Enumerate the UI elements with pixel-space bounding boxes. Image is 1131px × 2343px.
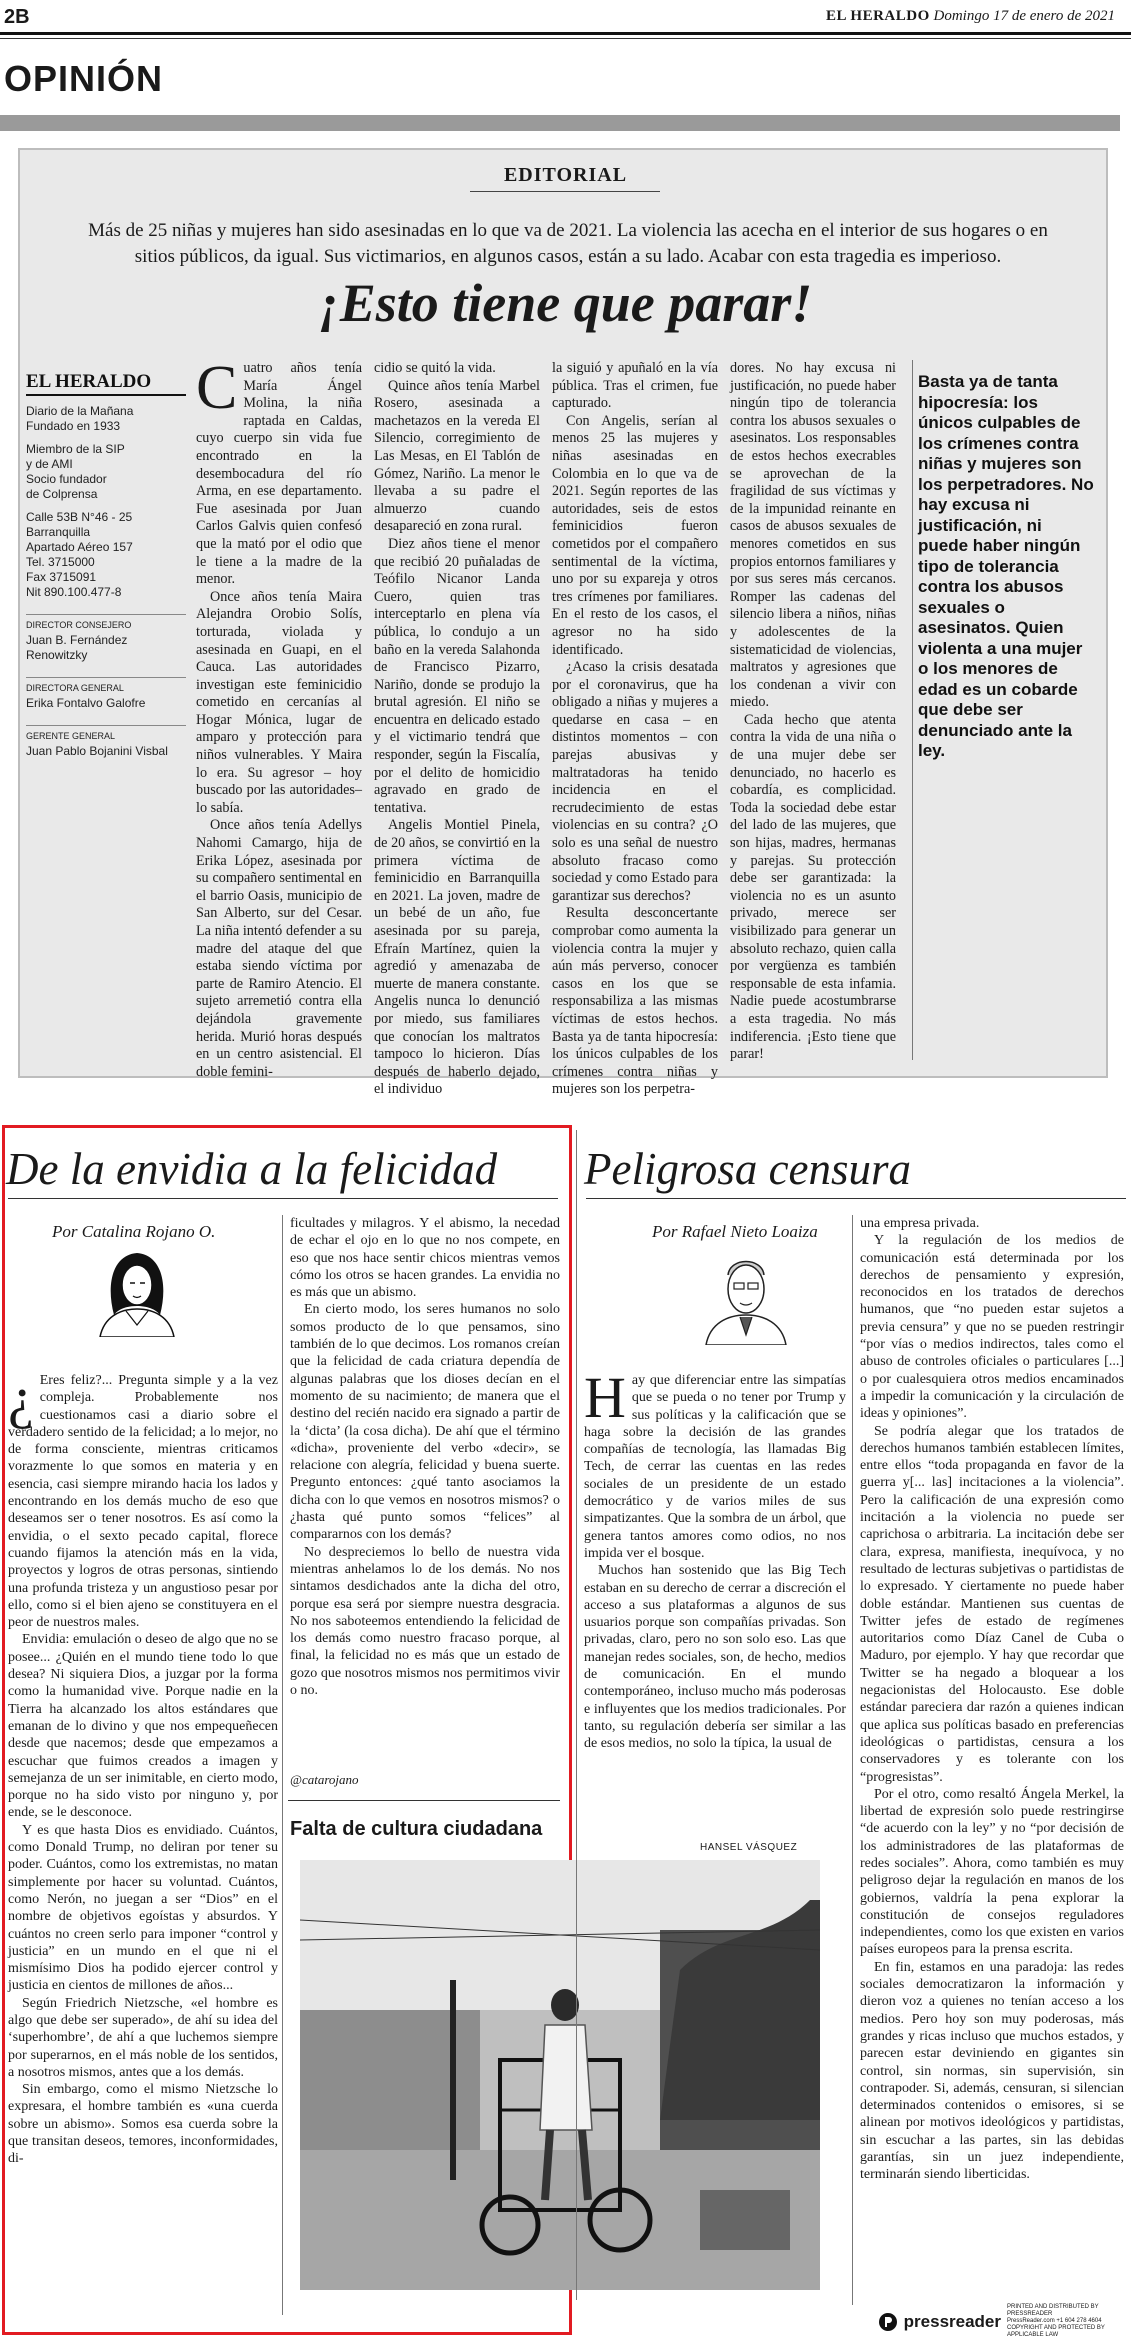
author-portrait-icon <box>700 1245 792 1345</box>
editorial-column-3 <box>552 360 718 1099</box>
pull-quote: Basta ya de tanta hipocresía: los únicos culpables de los crímenes contra niñas y mujeres son los perpetradores. No hay excusa ni justificación, ni puede haber ningún tipo de tolerancia contra los abusos sexuales o asesinatos. Quien violenta a una mujer o los menores de edad es un cobarde que debe ser denunciado ante la ley. <box>918 372 1094 760</box>
author-handle: @catarojano <box>290 1772 359 1787</box>
column-rule <box>576 1130 577 2300</box>
byline: Por Rafael Nieto Loaiza <box>652 1222 818 1241</box>
masthead-name: EL HERALDO <box>26 370 186 396</box>
masthead-role: GERENTE GENERAL <box>26 725 186 744</box>
editorial-title: ¡Esto tiene que parar! <box>318 273 813 333</box>
pressreader-logo-icon <box>878 2312 898 2332</box>
header-rule-thin <box>0 38 1131 39</box>
paragraph: No despreciemos lo bello de nuestra vida mientras anhelamos lo de los demás. No nos sintamos desdichados ante la dicha del otro, porque esa será por siempre nuestra desgracia. No nos saboteemos entendiendo la felicidad de los demás como nuestro fracaso porque, al final, la felicidad no es más que un estado de gozo que nosotros mismos nos permitimos vivir o no. <box>290 1544 560 1699</box>
editorial-column-4 <box>730 360 896 1064</box>
paragraph: cidio se quitó la vida. <box>374 360 496 376</box>
paper-dateline <box>826 8 1115 25</box>
masthead-person: Juan Pablo Bojanini Visbal <box>26 744 168 758</box>
article-column-2 <box>860 1215 1124 2184</box>
paragraph: ficultades y milagros. Y el abismo, la necedad de echar el ojo en lo que no nos compete, en eso que nos hace sentir chicos mientras vemos cómo los otros se hacen grandes. La envidia no es más que un abismo. <box>290 1216 560 1301</box>
paragraph: Cuatro años tenía María Ángel Molina, la niña raptada en Caldas, cuyo cuerpo sin vida fue encontrado en la desembocadura del río Arma, en ese departamento. Fue asesinada por Juan Carlos Galvis quien confesó que la mató por el odio que le tiene a la madre de la menor. <box>196 354 362 588</box>
drop-cap: C <box>196 354 238 422</box>
paragraph: Cada hecho que atenta contra la vida de una niña o de una mujer debe ser denunciado, no hacerlo es cobardía, es complicidad. Toda la sociedad debe estar del lado de las mujeres, que son hijas, madres, hermanas y parejas. Su protección debe ser garantizada: la violencia no es un asunto privado, merece ser visibilizado para generar un absoluto rechazo, quien calla por vergüenza es también responsable de esta infamia. Nadie puede acostumbrarse a esta tragedia. No más indiferencia. ¡Esto tiene que parar! <box>730 711 896 1063</box>
editorial-column-2 <box>374 360 540 1099</box>
masthead-membership: Miembro de la SIP y de AMI Socio fundador de Colprensa <box>26 442 125 501</box>
paragraph: Por el otro, como resaltó Ángela Merkel, la libertad de expresión solo puede restringirse “de acuerdo con la ley” y no “por decisión de los administradores de las plataformas de redes sociales”. Ahora, como también es muy peligroso dejar la regulación en manos de los gobiernos, valdría la pena explorar la constitución de consejos reguladores independientes, como los que existen en varios países europeos para la prensa escrita. <box>860 1786 1124 1958</box>
editorial-label-rule <box>470 191 660 192</box>
paragraph: ¿Acaso la crisis desatada por el coronavirus, que ha obligado a niñas y mujeres a quedarse en casa – en distintos momentos – con parejas abusivas y maltratadoras ha tenido incidencia en el recrudecimiento de estas violencias en su contra? ¿O solo es una señal de nuestro absoluto fracaso como sociedad y como Estado para garantizar sus derechos? <box>552 659 718 904</box>
editorial-lead: Más de 25 niñas y mujeres han sido asesinadas en lo que va de 2021. La violencia las acecha en el interior de sus hogares o en sitios públicos, da igual. Sus victimarios, en algunos casos, están a su lado. Acabar con esta tragedia es imperioso. <box>88 220 1048 267</box>
masthead-role: DIRECTOR CONSEJERO <box>26 614 186 633</box>
pressreader-footer <box>878 2304 1117 2339</box>
street-photo <box>300 1860 820 2290</box>
masthead-address: Calle 53B N°46 - 25 Barranquilla Apartado Aéreo 157 Tel. 3715000 Fax 3715091 Nit 890.100.477-8 <box>26 510 133 599</box>
masthead-founded: Diario de la Mañana Fundado en 1933 <box>26 404 134 433</box>
newspaper-name: EL HERALDO <box>825 8 930 24</box>
paragraph: Se podría alegar que los tratados de derechos humanos también establecen límites, entre ellos “toda propaganda en favor de la guerra y[... las] incitaciones a la violencia”. Pero la calificación de una expresión como incitación a la violencia no puede ser caprichosa o arbitraria. La incitación debe ser clara, expresa, manifiesta, inequívoca, y no resultado de lecturas subjetivas o partidistas de lo expresado. Y ciertamente no puede haber doble estándar. Mantienen sus cuentas de Twitter jefes de estado de regímenes autoritarios como Díaz Canel de Cuba o Maduro, por ejemplo. Y hay que recordar que Twitter se ha negado a bloquear a los negacionistas del Holocausto. Ese doble estándar pareciera dar razón a quienes indican que aplica sus políticas basado en preferencias ideológicas o partidistas, censura a los conservadores y es tolerante con los “progresistas”. <box>860 1423 1124 1785</box>
photo-box-title: Falta de cultura ciudadana <box>290 1818 543 1840</box>
section-title: OPINIÓN <box>4 58 164 99</box>
article-column-1 <box>584 1365 846 1753</box>
photo-scene-icon <box>300 1860 820 2290</box>
pressreader-brand: pressreader <box>903 2311 1001 2331</box>
paragraph: Once años tenía Maira Alejandra Orobio Solís, torturada, violada y asesinada en Guapi, en el Cauca. Las autoridades investigan este feminicidio cometido en cercanías al Hogar Mónica, lugar de amparo y protección para niños vulnerables. Y Maira lo era. Su agresor – hoy buscado por las autoridades– lo sabía. <box>196 588 362 816</box>
paragraph: En fin, estamos en una paradoja: las redes sociales democratizaron la información y dieron voz a quienes no tenían acceso a los medios. Pero hoy son muy poderosas, más grandes y ricas incluso que muchos estados, y parecen estar deviniendo en gigantes sin control, sin normas, sin supervisión, sin contrapoder. Si, además, censuran, si silencian determinados contenidos o emisores, si se alinean por motivos ideológicos y partidistas, sin escuchar a las partes, sin las debidas garantías, sin un juez independiente, terminarán siendo liberticidas. <box>860 1959 1124 2183</box>
paragraph: dores. No hay excusa ni justificación, no puede haber ningún tipo de tolerancia contra los abusos sexuales o asesinatos. Los responsables de estos hechos execrables se aprovechan de la fragilidad de sus víctimas y de la impunidad reinante en casos de abusos sexuales de menores cometidos en sus propios entornos familiares y por sus seres más cercanos. Romper las cadenas del silencio libera a niños, niñas y adolescentes de la sistematicidad de violencias, maltratos y agresiones que los condenan a vivir con miedo. <box>730 360 896 711</box>
paragraph: Quince años tenía Marbel Rosero, asesinada a machetazos en la vereda El Silencio, corregimiento de Las Mesas, en El Tablón de Gómez, Nariño. La menor le llevaba a su padre el almuerzo cuando desapareció en zona rural. <box>374 377 540 535</box>
drop-cap: H <box>584 1365 626 1430</box>
article-column-1 <box>8 1365 278 2168</box>
editorial-column-1 <box>196 354 362 1081</box>
editorial-label: EDITORIAL <box>503 164 628 186</box>
masthead-person: Juan B. Fernández Renowitzky <box>26 633 128 662</box>
paragraph: Envidia: emulación o deseo de algo que no se posee... ¿Quién en el mundo tiene todo lo que desea? Ni siquiera Dios, a juzgar por la forma como la humanidad vive. Porque nadie en la Tierra ha alcanzado los altos estándares que emanan de lo divino y que nos empequeñecen desde que nacemos; desde que empezamos a escuchar que fuimos creados a imagen y semejanza de un ser inimitable, en cierto modo, porque no ha sido visto por ninguno y, por ende, se le desconoce. <box>8 1632 278 1821</box>
paragraph: Y la regulación de los medios de comunicación está determinada por los derechos de pensamiento y expresión, reconocidos en los tratados de derechos humanos, que “no pueden estar sujetos a previa censura” y que no se pueden restringir “por vías o medios indirectos, tales como el abuso de controles oficiales o particulares [...] o por cualesquiera otros medios encaminados a impedir la comunicación y la circulación de ideas y opiniones”. <box>860 1233 1124 1422</box>
paragraph: Hay que diferenciar entre las simpatías que se pueda o no tener por Trump y sus políticas y la calificación que se haga sobre la decisión de las grandes compañías de tecnología, las llamadas Big Tech, de cerrar las cuentas en las redes sociales de un presidente de un estado democrático y de varios miles de sus simpatizantes. Que la sombra de un árbol, que genera tantos amores como odios, no nos impida ver el bosque. <box>584 1365 846 1561</box>
byline: Por Catalina Rojano O. <box>52 1222 216 1241</box>
title-rule <box>586 1198 1126 1199</box>
article-title: De la envidia a la felicidad <box>6 1144 498 1194</box>
pressreader-notice: PRINTED AND DISTRIBUTED BY PRESSREADER PressReader.com +1 604 278 4604 COPYRIGHT AND PROTECTED BY APPLICABLE LAW <box>1007 2304 1105 2338</box>
issue-date: Domingo 17 de enero de 2021 <box>933 8 1115 24</box>
paragraph: ¿ Eres feliz?... Pregunta simple y a la vez compleja. Probablemente nos cuestionamos casi a diario sobre el verdadero sentido de la felicidad; a lo mejor, no de forma consciente, mientras criticamos vorazmente lo que somos en materia y en esencia, casi siempre mirando hacia los lados y encontrando en los demás mucho de eso que deseamos ser o tener nosotros. Es así como la envidia, o el sexto pecado capital, florece cuando fijamos la atención más en la vida, proyectos y logros de otras personas, sintiendo una profunda tristeza y un angustioso pesar por ello, como si el bien ajeno se constituyera en el peor de nuestros males. <box>8 1365 278 1631</box>
paragraph: Muchos han sostenido que las Big Tech estaban en su derecho de cerrar a discreción el acceso a sus plataformas a algunos de sus usuarios porque son compañías privadas. Son privadas, claro, pero no son solo eso. Las que manejan redes sociales, son, de hecho, medios de comunicación. En el mundo contemporáneo, incluso mucho más poderosas e influyentes que los medios tradicionales. Por tanto, su regulación debería ser similar a las de esos medios, no solo la típica, la usual de <box>584 1563 846 1752</box>
paragraph: Angelis Montiel Pinela, de 20 años, se convirtió en la primera víctima de feminicidio en Barranquilla en 2021. La joven, madre de un bebé de un año, fue asesinada por su pareja, Efraín Martínez, quien la agredió y amenazaba de muerte de manera constante. Angelis nunca lo denunció por miedo, sus familiares que conocían los maltratos tampoco lo hicieron. Días después de haberlo dejado, el individuo <box>374 817 540 1098</box>
paragraph: una empresa privada. <box>860 1216 980 1231</box>
column-rule <box>282 1215 283 2315</box>
photo-credit: HANSEL VÁSQUEZ <box>700 1842 798 1853</box>
paragraph: Diez años tiene el menor que recibió 20 puñaladas de Teófilo Nicanor Landa Cuero, quien tras interceptarlo en plena vía pública, lo condujo a un baño en la vereda Salahonda de Francisco Pizarro, Nariño, donde se produjo la brutal agresión. El niño se encuentra en delicado estado y el victimario tendrá que responder, según la Fiscalía, por el delito de homicidio agravado en grado de tentativa. <box>374 535 540 816</box>
paragraph: Resulta desconcertante comprobar como aumenta la violencia contra la mujer y aún más perverso, conocer casos en los que se responsabiliza a las mismas víctimas de estos hechos. Basta ya de tanta hipocresía: los únicos culpables de los crímenes contra niñas y mujeres son los perpetra- <box>552 905 718 1098</box>
paragraph: Once años tenía Adellys Nahomi Camargo, hija de Erika López, asesinada por su compañero sentimental en el barrio Oasis, municipio de San Alberto, sur del Cesar. La niña intentó defender a su madre del ataque del que estaba siendo víctima por parte de Ramiro Atencio. El sujeto arremetió contra ella dejándola gravemente herida. Murió horas después en un centro asistencial. El doble femini- <box>196 817 362 1080</box>
paragraph: Sin embargo, como el mismo Nietzsche lo expresara, el hombre también es «una cuerda sobre un abismo». Somos esa cuerda sobre la que transitan deseos, temores, inconformidades, di- <box>8 2082 278 2167</box>
author-portrait-icon <box>92 1245 182 1337</box>
header-rule <box>0 32 1131 35</box>
article-column-2 <box>290 1215 560 1699</box>
paragraph: la siguió y apuñaló en la vía pública. Tras el crimen, fue capturado. <box>552 360 718 412</box>
page-number: 2B <box>4 6 30 28</box>
paragraph: En cierto modo, los seres humanos no solo somos producto de lo que pensamos, sino también de lo que decimos. Los romanos creían que la felicidad de cada criatura dependía de algunas palabras que los dioses decían en el momento de su nacimiento; de manera que el destino del recién nacido era signado a partir de la ‘dicta’ (la cosa dicha). De ahí que el término «dicha», proveniente del verbo «decir», se relacione con alegría, felicidad y buena suerte. Pregunto entonces: ¿qué tanto asociamos la dicha con lo que vemos en nosotros mismos? o ¿hasta qué punto somos “felices” al compararnos con los demás? <box>290 1302 560 1543</box>
masthead <box>26 370 186 759</box>
masthead-role: DIRECTORA GENERAL <box>26 677 186 696</box>
column-rule <box>852 1215 853 2305</box>
paragraph: Según Friedrich Nietzsche, «el hombre es algo que debe ser superado», de ahí su idea del ‘superhombre’, de ahí a que luchemos siempre por superarnos, en el más noble de los sentidos, a nosotros mismos, antes que a los demás. <box>8 1995 278 2080</box>
section-bar <box>0 115 1120 131</box>
paragraph: Con Angelis, serían al menos 25 las mujeres y niñas asesinadas en Colombia en lo que va de 2021. Según reportes de las autoridades, seis de estos feminicidios fueron cometidos por el compañero sentimental de la víctima, uno por su expareja y otros tres crímenes por familiares. En el resto de los casos, el agresor no ha sido identificado. <box>552 412 718 658</box>
article-title: Peligrosa censura <box>584 1144 912 1194</box>
column-rule <box>912 360 913 1060</box>
paragraph: Y es que hasta Dios es envidiado. Cuántos, como Donald Trump, no deliran por tener su poder. Cuántos, como los extremistas, no matan simplemente por hacer su voluntad. Cuántos, como Nerón, no juegan a ser “Dios” en el nombre de objetivos egoístas y absurdos. Y cuántos no creen serlo para imponer “control y justicia” en un mundo en el que ni el mismísimo Dios ha podido ejercer control y justicia en cientos de millones de años... <box>8 1822 278 1994</box>
box-rule <box>288 1800 560 1801</box>
masthead-person: Erika Fontalvo Galofre <box>26 696 146 710</box>
drop-cap: ¿ <box>8 1365 34 1430</box>
title-rule <box>8 1198 558 1199</box>
